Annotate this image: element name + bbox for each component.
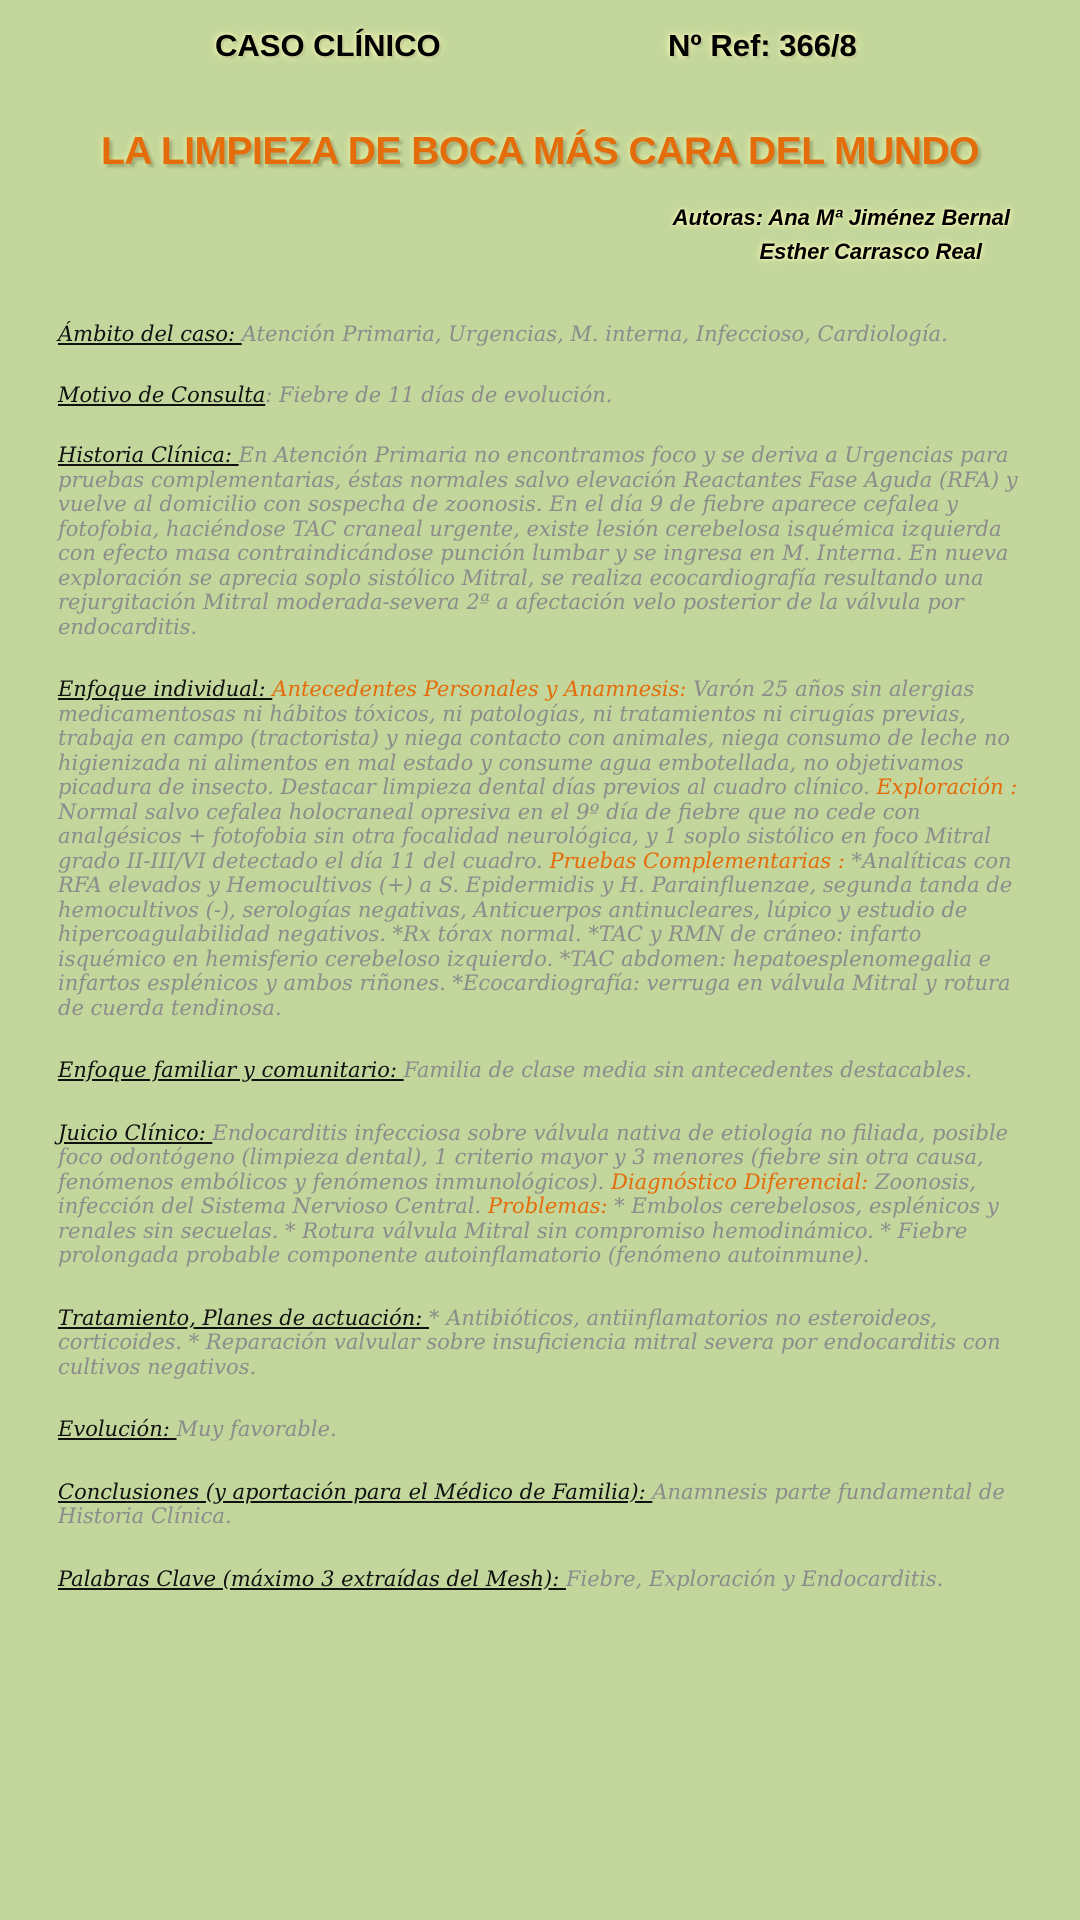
case-title: LA LIMPIEZA DE BOCA MÁS CARA DEL MUNDO bbox=[101, 130, 979, 173]
section-text: Fiebre, Exploración y Endocarditis. bbox=[565, 1566, 944, 1591]
section-enfoque-individual bbox=[58, 677, 1033, 1020]
section-text: En Atención Primaria no encontramos foco y se deriva a Urgencias para pruebas complementarias, éstas normales salvo elevación Reactantes Fase Aguda (RFA) y vuelve al domicilio con sospecha de zoonosis. En el día 9 de fiebre aparece cefalea y fotofobia, haciéndose TAC craneal urgente, existe lesión cerebelosa isquémica izquierda con efecto masa contraindicándose punción lumbar y se ingresa en M. Interna. En nueva exploración se aprecia soplo sistólico Mitral, se realiza ecocardiografía resultando una rejurgitación Mitral moderada-severa 2ª a afectación velo posterior de la válvula por endocarditis. bbox=[58, 443, 1018, 639]
section-motivo bbox=[58, 383, 1033, 408]
case-content bbox=[58, 322, 1033, 1591]
section-text: Normal salvo cefalea holocraneal opresiva en el 9º día de fiebre que no cede con analgésicos + fotofobia sin otra focalidad neurológica, y 1 soplo sistólico en foco Mitral grado II-III/VI detectado el día 11 del cuadro. bbox=[58, 799, 991, 873]
authors-block bbox=[600, 205, 1020, 265]
section-label: Juicio Clínico: bbox=[58, 1120, 213, 1145]
section-text: Atención Primaria, Urgencias, M. interna, Infeccioso, Cardiología. bbox=[241, 322, 948, 346]
section-label: Motivo de Consulta bbox=[58, 382, 266, 407]
section-label: Enfoque individual: bbox=[58, 677, 273, 701]
section-text: Zoonosis, infección del Sistema Nervioso Central. bbox=[58, 1169, 976, 1218]
document-header bbox=[0, 28, 1080, 78]
section-text: Anamnesis parte fundamental de Historia Clínica. bbox=[58, 1479, 1005, 1528]
section-text: Familia de clase media sin antecedentes destacables. bbox=[403, 1058, 973, 1082]
section-text: Endocarditis infecciosa sobre válvula nativa de etiología no filiada, posible foco odontógeno (limpieza dental), 1 criterio mayor y 3 menores (fiebre sin otra causa, fenómenos embólicos y fenómenos inmunológicos). bbox=[58, 1120, 1009, 1194]
section-palabras-clave bbox=[58, 1567, 1033, 1592]
section-label: Palabras Clave (máximo 3 extraídas del Mesh): bbox=[58, 1566, 566, 1591]
section-evolucion bbox=[58, 1417, 1033, 1442]
section-juicio bbox=[58, 1121, 1033, 1268]
section-conclusiones bbox=[58, 1480, 1033, 1529]
authors-line-2: Esther Carrasco Real bbox=[759, 239, 982, 264]
section-label: Ámbito del caso: bbox=[58, 322, 242, 346]
section-text: Varón 25 años sin alergias medicamentosas ni hábitos tóxicos, ni patologías, ni tratamientos ni cirugías previas, trabaja en campo (tractorista) y niega contacto con animales, niega consumo de leche no higienizada ni alimentos en mal estado y consume agua embotellada, no objetivamos picadura de insecto. Destacar limpieza dental días previos al cuadro clínico. bbox=[58, 677, 1010, 799]
subheading-exploracion: Exploración : bbox=[876, 775, 1018, 799]
authors-line-1: Autoras: Ana Mª Jiménez Bernal bbox=[672, 205, 1010, 230]
subheading-antecedentes: Antecedentes Personales y Anamnesis: bbox=[272, 677, 687, 701]
subheading-pruebas: Pruebas Complementarias : bbox=[549, 848, 845, 873]
section-enfoque-familiar bbox=[58, 1058, 1033, 1083]
section-text: *Analíticas con RFA elevados y Hemocultivos (+) a S. Epidermidis y H. Parainfluenzae, segunda tanda de hemocultivos (-), serologías negativas, Anticuerpos antinucleares, lúpico y estudio de hipercoagulabilidad negativos. *Rx tórax normal. *TAC y RMN de cráneo: infarto isquémico en hemisferio cerebeloso izquierdo. *TAC abdomen: hepatoesplenomegalia e infartos esplénicos y ambos riñones. *Ecocardiografía: verruga en válvula Mitral y rotura de cuerda tendinosa. bbox=[58, 848, 1013, 1020]
section-label: Evolución: bbox=[58, 1417, 177, 1441]
section-label: Enfoque familiar y comunitario: bbox=[58, 1058, 404, 1082]
section-ambito bbox=[58, 322, 1033, 347]
reference-number: Nº Ref: 366/8 bbox=[668, 28, 857, 63]
case-label: CASO CLÍNICO bbox=[215, 28, 441, 63]
section-label: Historia Clínica: bbox=[58, 443, 239, 467]
section-tratamiento bbox=[58, 1306, 1033, 1380]
section-text: Muy favorable. bbox=[176, 1417, 337, 1441]
subheading-diagnostico-diferencial: Diagnóstico Diferencial: bbox=[611, 1169, 869, 1194]
section-text: * Antibióticos, antiinflamatorios no esteroideos, corticoides. * Reparación valvular sobre insuficiencia mitral severa por endocarditis con cultivos negativos. bbox=[58, 1305, 1001, 1379]
section-label: Tratamiento, Planes de actuación: bbox=[58, 1305, 430, 1330]
section-label: Conclusiones (y aportación para el Médico de Familia): bbox=[58, 1479, 653, 1504]
subheading-problemas: Problemas: bbox=[487, 1194, 608, 1218]
section-historia bbox=[58, 443, 1033, 639]
section-text: : Fiebre de 11 días de evolución. bbox=[265, 382, 613, 407]
section-text: * Embolos cerebelosos, esplénicos y renales sin secuelas. * Rotura válvula Mitral sin compromiso hemodinámico. * Fiebre prolongada probable componente autoinflamatorio (fenómeno autoinmune). bbox=[58, 1194, 999, 1267]
